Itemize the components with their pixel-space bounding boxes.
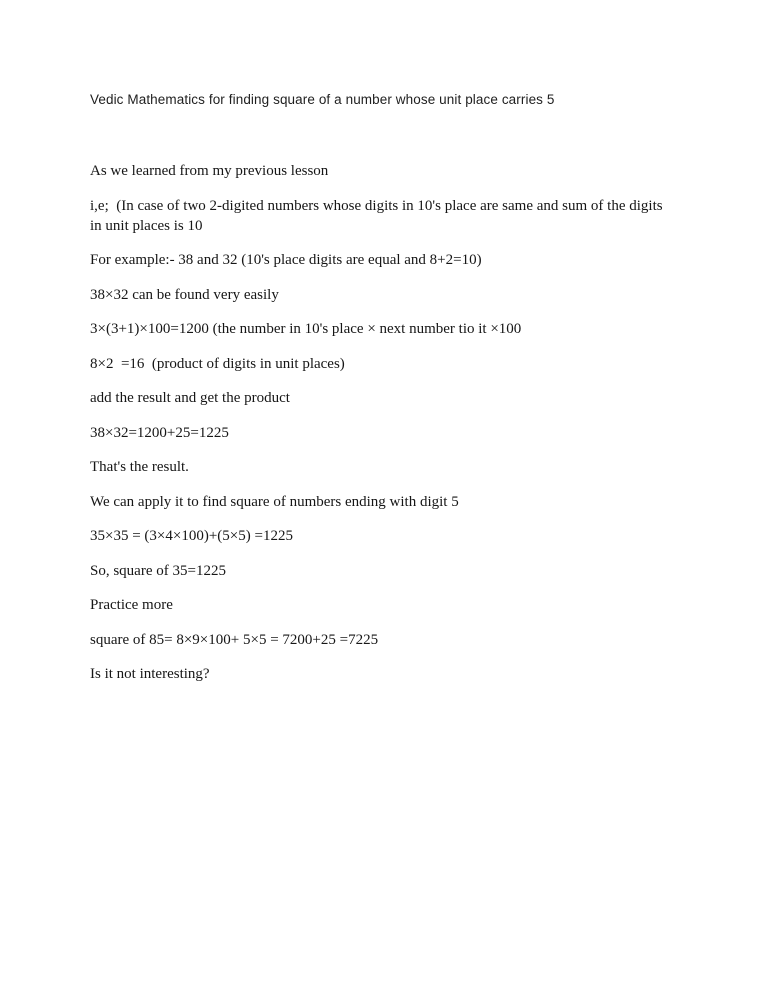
paragraph: We can apply it to find square of numbers ending with digit 5: [90, 493, 459, 510]
paragraph: That's the result.: [90, 459, 189, 475]
paragraph: Practice more: [90, 597, 173, 613]
paragraph: 38×32 can be found very easily: [90, 286, 279, 303]
paragraph: For example:- 38 and 32 (10's place digits are equal and 8+2=10): [90, 252, 482, 268]
paragraph: 8×2 =16 (product of digits in unit places): [90, 355, 345, 372]
paragraph: add the result and get the product: [90, 390, 290, 406]
paragraph: i,e; (In case of two 2-digited numbers whose digits in 10's place are same and sum of the digits in unit places is 10: [90, 197, 667, 234]
paragraph: 35×35 = (3×4×100)+(5×5) =1225: [90, 528, 293, 544]
paragraph: So, square of 35=1225: [90, 562, 226, 579]
paragraph: As we learned from my previous lesson: [90, 163, 329, 179]
paragraph: 38×32=1200+25=1225: [90, 424, 229, 441]
paragraph: Is it not interesting?: [90, 666, 210, 682]
document-content: [90, 91, 670, 699]
document-title: Vedic Mathematics for finding square of a number whose unit place carries 5: [90, 92, 555, 107]
paragraph: square of 85= 8×9×100+ 5×5 = 7200+25 =7225: [90, 631, 379, 648]
paragraph: 3×(3+1)×100=1200 (the number in 10's place × next number tio it ×100: [90, 321, 522, 337]
